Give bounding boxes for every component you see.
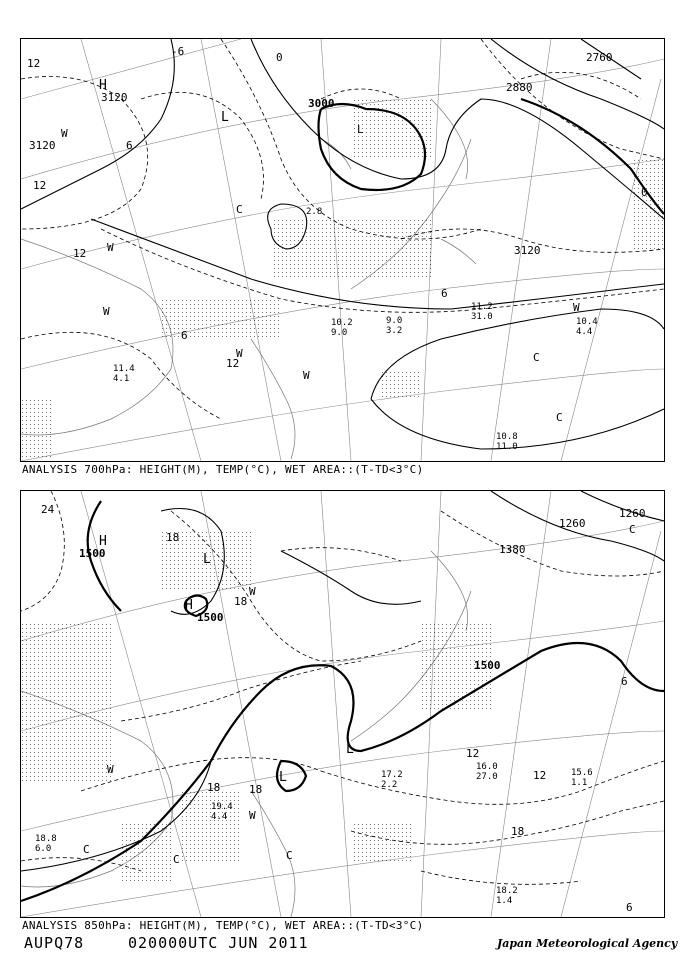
obs-value: 18.2	[496, 886, 518, 896]
map-700hpa-graphics	[21, 39, 664, 461]
temp-label: 12	[27, 57, 41, 70]
warm-center: W	[103, 305, 110, 318]
warm-center: W	[249, 809, 256, 822]
obs-value: 3.2	[386, 326, 403, 336]
cold-center: C	[173, 853, 180, 866]
height-label: 3120	[101, 91, 128, 104]
height-label: 3120	[29, 139, 56, 152]
map-panel-700hpa	[20, 38, 665, 462]
high-center: H	[99, 78, 107, 93]
caption-850hpa: ANALYSIS 850hPa: HEIGHT(M), TEMP(°C), WET AREA::(T-TD<3°C)	[22, 919, 424, 932]
temp-label: 0	[641, 186, 648, 199]
graticule-850	[21, 491, 664, 917]
low-center: L	[346, 742, 354, 757]
wet-area-850	[21, 531, 491, 881]
temp-label: 12	[226, 357, 240, 370]
obs-value: 1.1	[571, 778, 588, 788]
warm-center: W	[573, 301, 580, 314]
cold-center: C	[556, 411, 563, 424]
station-observations-850	[35, 762, 593, 906]
obs-value: 31.0	[471, 312, 493, 322]
cold-center: C	[286, 849, 293, 862]
height-label: 1380	[499, 543, 526, 556]
height-label: 1500	[197, 611, 224, 624]
temp-label: 18	[511, 825, 525, 838]
warm-center: W	[236, 347, 243, 360]
height-label: 1260	[619, 507, 646, 520]
low-center: L	[357, 123, 364, 136]
temp-label: 18	[166, 531, 180, 544]
temp-label: 12	[466, 747, 480, 760]
temp-label: 6	[441, 287, 448, 300]
obs-value: 11.0	[496, 442, 518, 452]
warm-center: W	[303, 369, 310, 382]
temperature-contours-850	[21, 491, 664, 884]
obs-value: 2.8	[306, 207, 323, 217]
cold-center: C	[629, 523, 636, 536]
warm-center: W	[61, 127, 68, 140]
obs-value: 4.4	[576, 327, 593, 337]
obs-value: 1.4	[496, 896, 513, 906]
height-label: 1500	[79, 547, 106, 560]
temp-label: -6	[171, 45, 185, 58]
obs-value: 11.2	[471, 302, 493, 312]
obs-value: 11.4	[113, 364, 135, 374]
obs-value: 16.0	[476, 762, 498, 772]
height-contour-1500	[21, 501, 664, 901]
temp-label: 6	[181, 329, 188, 342]
warm-center: W	[107, 241, 114, 254]
cold-center: C	[83, 843, 90, 856]
obs-value: 19.4	[211, 802, 233, 812]
low-center: L	[221, 110, 229, 125]
height-label: 1500	[474, 659, 501, 672]
caption-700hpa: ANALYSIS 700hPa: HEIGHT(M), TEMP(°C), WET AREA::(T-TD<3°C)	[22, 463, 424, 476]
high-center: H	[99, 534, 107, 549]
obs-value: 6.0	[35, 844, 52, 854]
temp-label: 0	[276, 51, 283, 64]
chart-valid-time: 020000UTC JUN 2011	[128, 934, 309, 952]
temp-label: 18	[249, 783, 263, 796]
temp-label: 12	[533, 769, 547, 782]
obs-value: 10.2	[331, 318, 353, 328]
temp-label: 12	[73, 247, 87, 260]
high-center: H	[185, 598, 193, 613]
obs-value: 10.8	[496, 432, 518, 442]
obs-value: 27.0	[476, 772, 498, 782]
obs-value: 18.8	[35, 834, 57, 844]
temp-label: 6	[621, 675, 628, 688]
height-label: 2880	[506, 81, 533, 94]
cold-center: C	[533, 351, 540, 364]
temp-label: 6	[626, 901, 633, 914]
low-center: L	[203, 552, 211, 567]
obs-value: 2.2	[381, 780, 398, 790]
map-850hpa-graphics	[21, 491, 664, 917]
cold-center: C	[236, 203, 243, 216]
height-label: 1260	[559, 517, 586, 530]
chart-code: AUPQ78	[24, 934, 85, 952]
warm-center: W	[249, 585, 256, 598]
obs-value: 10.4	[576, 317, 598, 327]
temp-label: 18	[234, 595, 248, 608]
temp-label: 18	[207, 781, 221, 794]
temp-label: 24	[41, 503, 55, 516]
map-panel-850hpa	[20, 490, 665, 918]
height-contours-850	[21, 491, 664, 871]
warm-center: W	[107, 763, 114, 776]
obs-value: 4.1	[113, 374, 130, 384]
temp-label: 6	[126, 139, 133, 152]
obs-value: 4.4	[211, 812, 228, 822]
low-center: L	[279, 770, 287, 785]
obs-value: 9.0	[331, 328, 348, 338]
height-label: 3120	[514, 244, 541, 257]
temp-label: 12	[33, 179, 47, 192]
obs-value: 9.0	[386, 316, 403, 326]
height-label: 3000	[308, 97, 335, 110]
obs-value: 15.6	[571, 768, 593, 778]
obs-value: 17.2	[381, 770, 403, 780]
agency-name: Japan Meteorological Agency	[497, 937, 678, 950]
height-label: 2760	[586, 51, 613, 64]
